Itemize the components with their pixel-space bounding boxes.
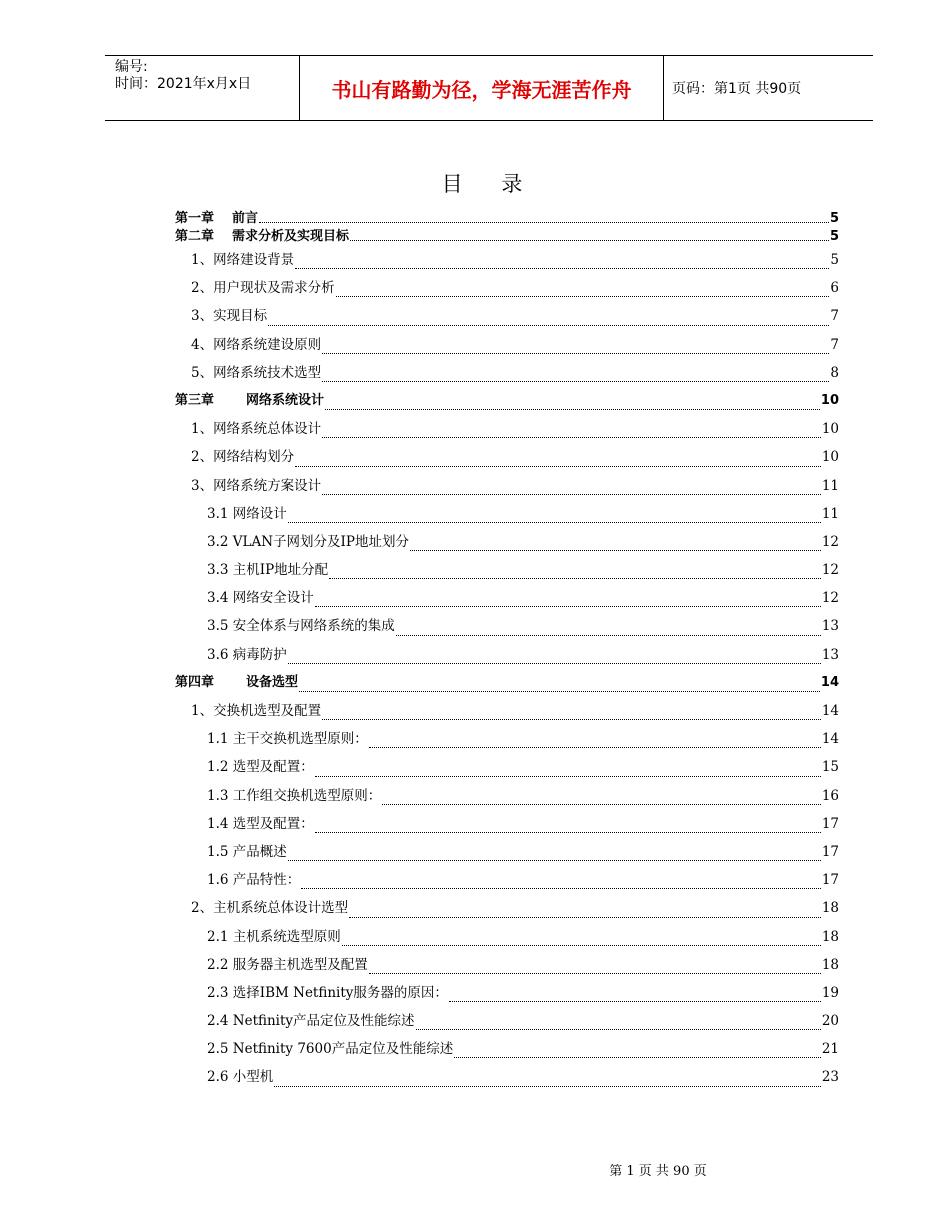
toc-page-number: 13 xyxy=(821,646,839,663)
toc-dot-leader xyxy=(315,772,821,782)
toc-entry-title: 2、主机系统总体设计选型 xyxy=(191,900,349,917)
toc-entry-title: 2.5 Netfinity 7600产品定位及性能综述 xyxy=(207,1041,454,1058)
toc-entry-title: 4、网络系统建设原则 xyxy=(191,336,322,353)
header-page-info: 页码：第1页 共90页 xyxy=(672,81,802,97)
toc-page-number: 15 xyxy=(821,759,839,776)
toc-dot-leader xyxy=(299,687,820,697)
toc-entry-title: 1.6 产品特性： xyxy=(207,872,301,889)
toc-dot-leader xyxy=(382,800,821,810)
toc-entry-title: 1.2 选型及配置： xyxy=(207,759,314,776)
toc-page-number: 21 xyxy=(821,1041,839,1058)
toc-page-number: 18 xyxy=(821,900,839,917)
toc-page-number: 10 xyxy=(821,421,839,438)
toc-entry-title: 3.5 安全体系与网络系统的集成 xyxy=(207,618,395,635)
toc-dot-leader xyxy=(322,433,821,443)
toc-entry[interactable] xyxy=(175,1035,839,1063)
toc-dot-leader xyxy=(342,941,821,951)
toc-page-number: 10 xyxy=(820,392,839,408)
toc-entry-title: 3.3 主机IP地址分配 xyxy=(207,562,329,579)
toc-entry-title: 2、用户现状及需求分析 xyxy=(191,280,335,297)
toc-page-number: 17 xyxy=(821,872,839,889)
toc-entry[interactable] xyxy=(175,500,839,528)
toc-entry-title: 2.6 小型机 xyxy=(207,1069,274,1086)
toc-entry-title: 2.2 服务器主机选型及配置 xyxy=(207,956,368,973)
toc-entry[interactable] xyxy=(175,556,839,584)
toc-entry-title: 前言 xyxy=(232,211,259,226)
toc-entry[interactable] xyxy=(175,1007,839,1035)
toc-dot-leader xyxy=(454,1053,821,1063)
toc-entry[interactable] xyxy=(175,810,839,838)
toc-entry[interactable] xyxy=(175,725,839,753)
toc-page-number: 23 xyxy=(821,1069,839,1086)
toc-entry-title: 1、交换机选型及配置 xyxy=(191,703,322,719)
toc-entry[interactable] xyxy=(175,951,839,979)
toc-entry[interactable] xyxy=(175,612,839,640)
toc-page-number: 20 xyxy=(821,1013,839,1030)
toc-title: 目 录 xyxy=(441,172,539,196)
toc-chapter-number: 第二章 xyxy=(175,229,215,244)
toc-entry-title: 3、实现目标 xyxy=(191,308,268,325)
toc-dot-leader xyxy=(295,264,829,274)
toc-page-number: 7 xyxy=(830,336,839,353)
toc-dot-leader xyxy=(268,321,829,331)
toc-dot-leader xyxy=(322,715,821,725)
toc-page-number: 5 xyxy=(829,211,839,226)
page-footer: 第 1 页 共 90 页 xyxy=(609,1164,707,1179)
toc-dot-leader xyxy=(274,1082,821,1092)
toc-dot-leader xyxy=(349,913,821,923)
toc-entry[interactable] xyxy=(175,359,839,387)
toc-entry[interactable] xyxy=(175,246,839,274)
toc-dot-leader xyxy=(301,884,821,894)
toc-page-number: 14 xyxy=(821,703,839,719)
toc-entry[interactable] xyxy=(175,415,839,443)
toc-entry-title: 3.2 VLAN子网划分及IP地址划分 xyxy=(207,533,409,550)
toc-chapter-number: 第三章 xyxy=(175,392,215,408)
toc-dot-leader xyxy=(295,462,821,472)
toc-dot-leader xyxy=(350,236,829,246)
toc-entry[interactable] xyxy=(175,782,839,810)
document-number-label: 编号: xyxy=(115,59,148,75)
toc-chapter-entry[interactable] xyxy=(175,228,839,246)
toc-entry[interactable] xyxy=(175,697,839,725)
table-of-contents xyxy=(175,210,839,1092)
toc-entry-title: 1、网络系统总体设计 xyxy=(191,421,322,438)
toc-page-number: 17 xyxy=(821,815,839,832)
toc-chapter-entry[interactable] xyxy=(175,210,839,228)
toc-dot-leader xyxy=(322,377,829,387)
toc-entry[interactable] xyxy=(175,866,839,894)
toc-page-number: 16 xyxy=(821,787,839,804)
toc-chapter-entry[interactable] xyxy=(175,669,839,697)
toc-page-number: 13 xyxy=(821,618,839,635)
toc-entry-title: 3.6 病毒防护 xyxy=(207,646,287,663)
toc-entry-title: 3.1 网络设计 xyxy=(207,505,287,522)
toc-entry-title: 2.4 Netfinity产品定位及性能综述 xyxy=(207,1013,415,1030)
toc-entry[interactable] xyxy=(175,1063,839,1091)
toc-entry-title: 2.3 选择IBM Netfinity服务器的原因： xyxy=(207,984,448,1001)
toc-dot-leader xyxy=(315,602,821,612)
toc-entry[interactable] xyxy=(175,528,839,556)
toc-entry-title: 1.1 主干交换机选型原则： xyxy=(207,731,368,748)
toc-entry-title: 1.4 选型及配置： xyxy=(207,815,314,832)
toc-dot-leader xyxy=(288,856,821,866)
header-meta xyxy=(105,56,300,120)
toc-entry-title: 1.5 产品概述 xyxy=(207,843,287,860)
toc-dot-leader xyxy=(288,659,821,669)
toc-entry-title: 2、网络结构划分 xyxy=(191,449,295,466)
toc-dot-leader xyxy=(322,490,821,500)
toc-page-number: 14 xyxy=(821,731,839,748)
toc-page-number: 12 xyxy=(821,533,839,550)
toc-page-number: 5 xyxy=(830,252,839,268)
toc-entry[interactable] xyxy=(175,753,839,781)
toc-dot-leader xyxy=(288,518,821,528)
toc-dot-leader xyxy=(369,743,821,753)
toc-dot-leader xyxy=(336,292,830,302)
toc-entry[interactable] xyxy=(175,331,839,359)
toc-entry[interactable] xyxy=(175,302,839,330)
toc-page-number: 11 xyxy=(821,477,839,494)
toc-page-number: 8 xyxy=(830,364,839,381)
toc-entry[interactable] xyxy=(175,443,839,471)
toc-entry[interactable] xyxy=(175,979,839,1007)
toc-chapter-number: 第一章 xyxy=(175,211,215,226)
toc-page-number: 12 xyxy=(821,562,839,579)
toc-page-number: 14 xyxy=(820,674,839,690)
page-header xyxy=(105,55,873,121)
toc-dot-leader xyxy=(449,997,821,1007)
toc-entry[interactable] xyxy=(175,838,839,866)
toc-dot-leader xyxy=(259,218,829,228)
toc-dot-leader xyxy=(322,349,829,359)
toc-page-number: 5 xyxy=(829,229,839,244)
toc-entry-title: 2.1 主机系统选型原则 xyxy=(207,928,341,945)
toc-dot-leader xyxy=(369,969,821,979)
toc-entry[interactable] xyxy=(175,641,839,669)
toc-dot-leader xyxy=(416,1025,821,1035)
toc-dot-leader xyxy=(329,574,821,584)
toc-page-number: 7 xyxy=(830,308,839,325)
toc-dot-leader xyxy=(410,546,821,556)
toc-page-number: 18 xyxy=(821,928,839,945)
toc-entry[interactable] xyxy=(175,274,839,302)
toc-entry-title: 设备选型 xyxy=(246,674,299,690)
toc-entry[interactable] xyxy=(175,894,839,922)
toc-page-number: 11 xyxy=(821,505,839,522)
toc-entry-title: 3、网络系统方案设计 xyxy=(191,477,322,494)
toc-page-number: 10 xyxy=(821,449,839,466)
document-time: 时间：2021年x月x日 xyxy=(115,76,252,92)
toc-dot-leader xyxy=(325,405,820,415)
toc-page-number: 6 xyxy=(830,280,839,297)
toc-entry-title: 1.3 工作组交换机选型原则： xyxy=(207,787,382,804)
toc-entry-title: 1、网络建设背景 xyxy=(191,252,295,268)
toc-entry[interactable] xyxy=(175,923,839,951)
toc-entry[interactable] xyxy=(175,584,839,612)
toc-chapter-entry[interactable] xyxy=(175,387,839,415)
header-motto: 书山有路勤为径，学海无涯苦作舟 xyxy=(300,56,664,120)
toc-page-number: 17 xyxy=(821,843,839,860)
toc-page-number: 19 xyxy=(821,984,839,1001)
toc-page-number: 18 xyxy=(821,956,839,973)
toc-dot-leader xyxy=(315,828,821,838)
toc-page-number: 12 xyxy=(821,590,839,607)
toc-entry-title: 3.4 网络安全设计 xyxy=(207,590,314,607)
toc-entry-title: 网络系统设计 xyxy=(246,392,325,408)
toc-entry[interactable] xyxy=(175,472,839,500)
toc-dot-leader xyxy=(396,631,821,641)
toc-chapter-number: 第四章 xyxy=(175,674,215,690)
toc-entry-title: 5、网络系统技术选型 xyxy=(191,364,322,381)
toc-entry-title: 需求分析及实现目标 xyxy=(232,229,350,244)
